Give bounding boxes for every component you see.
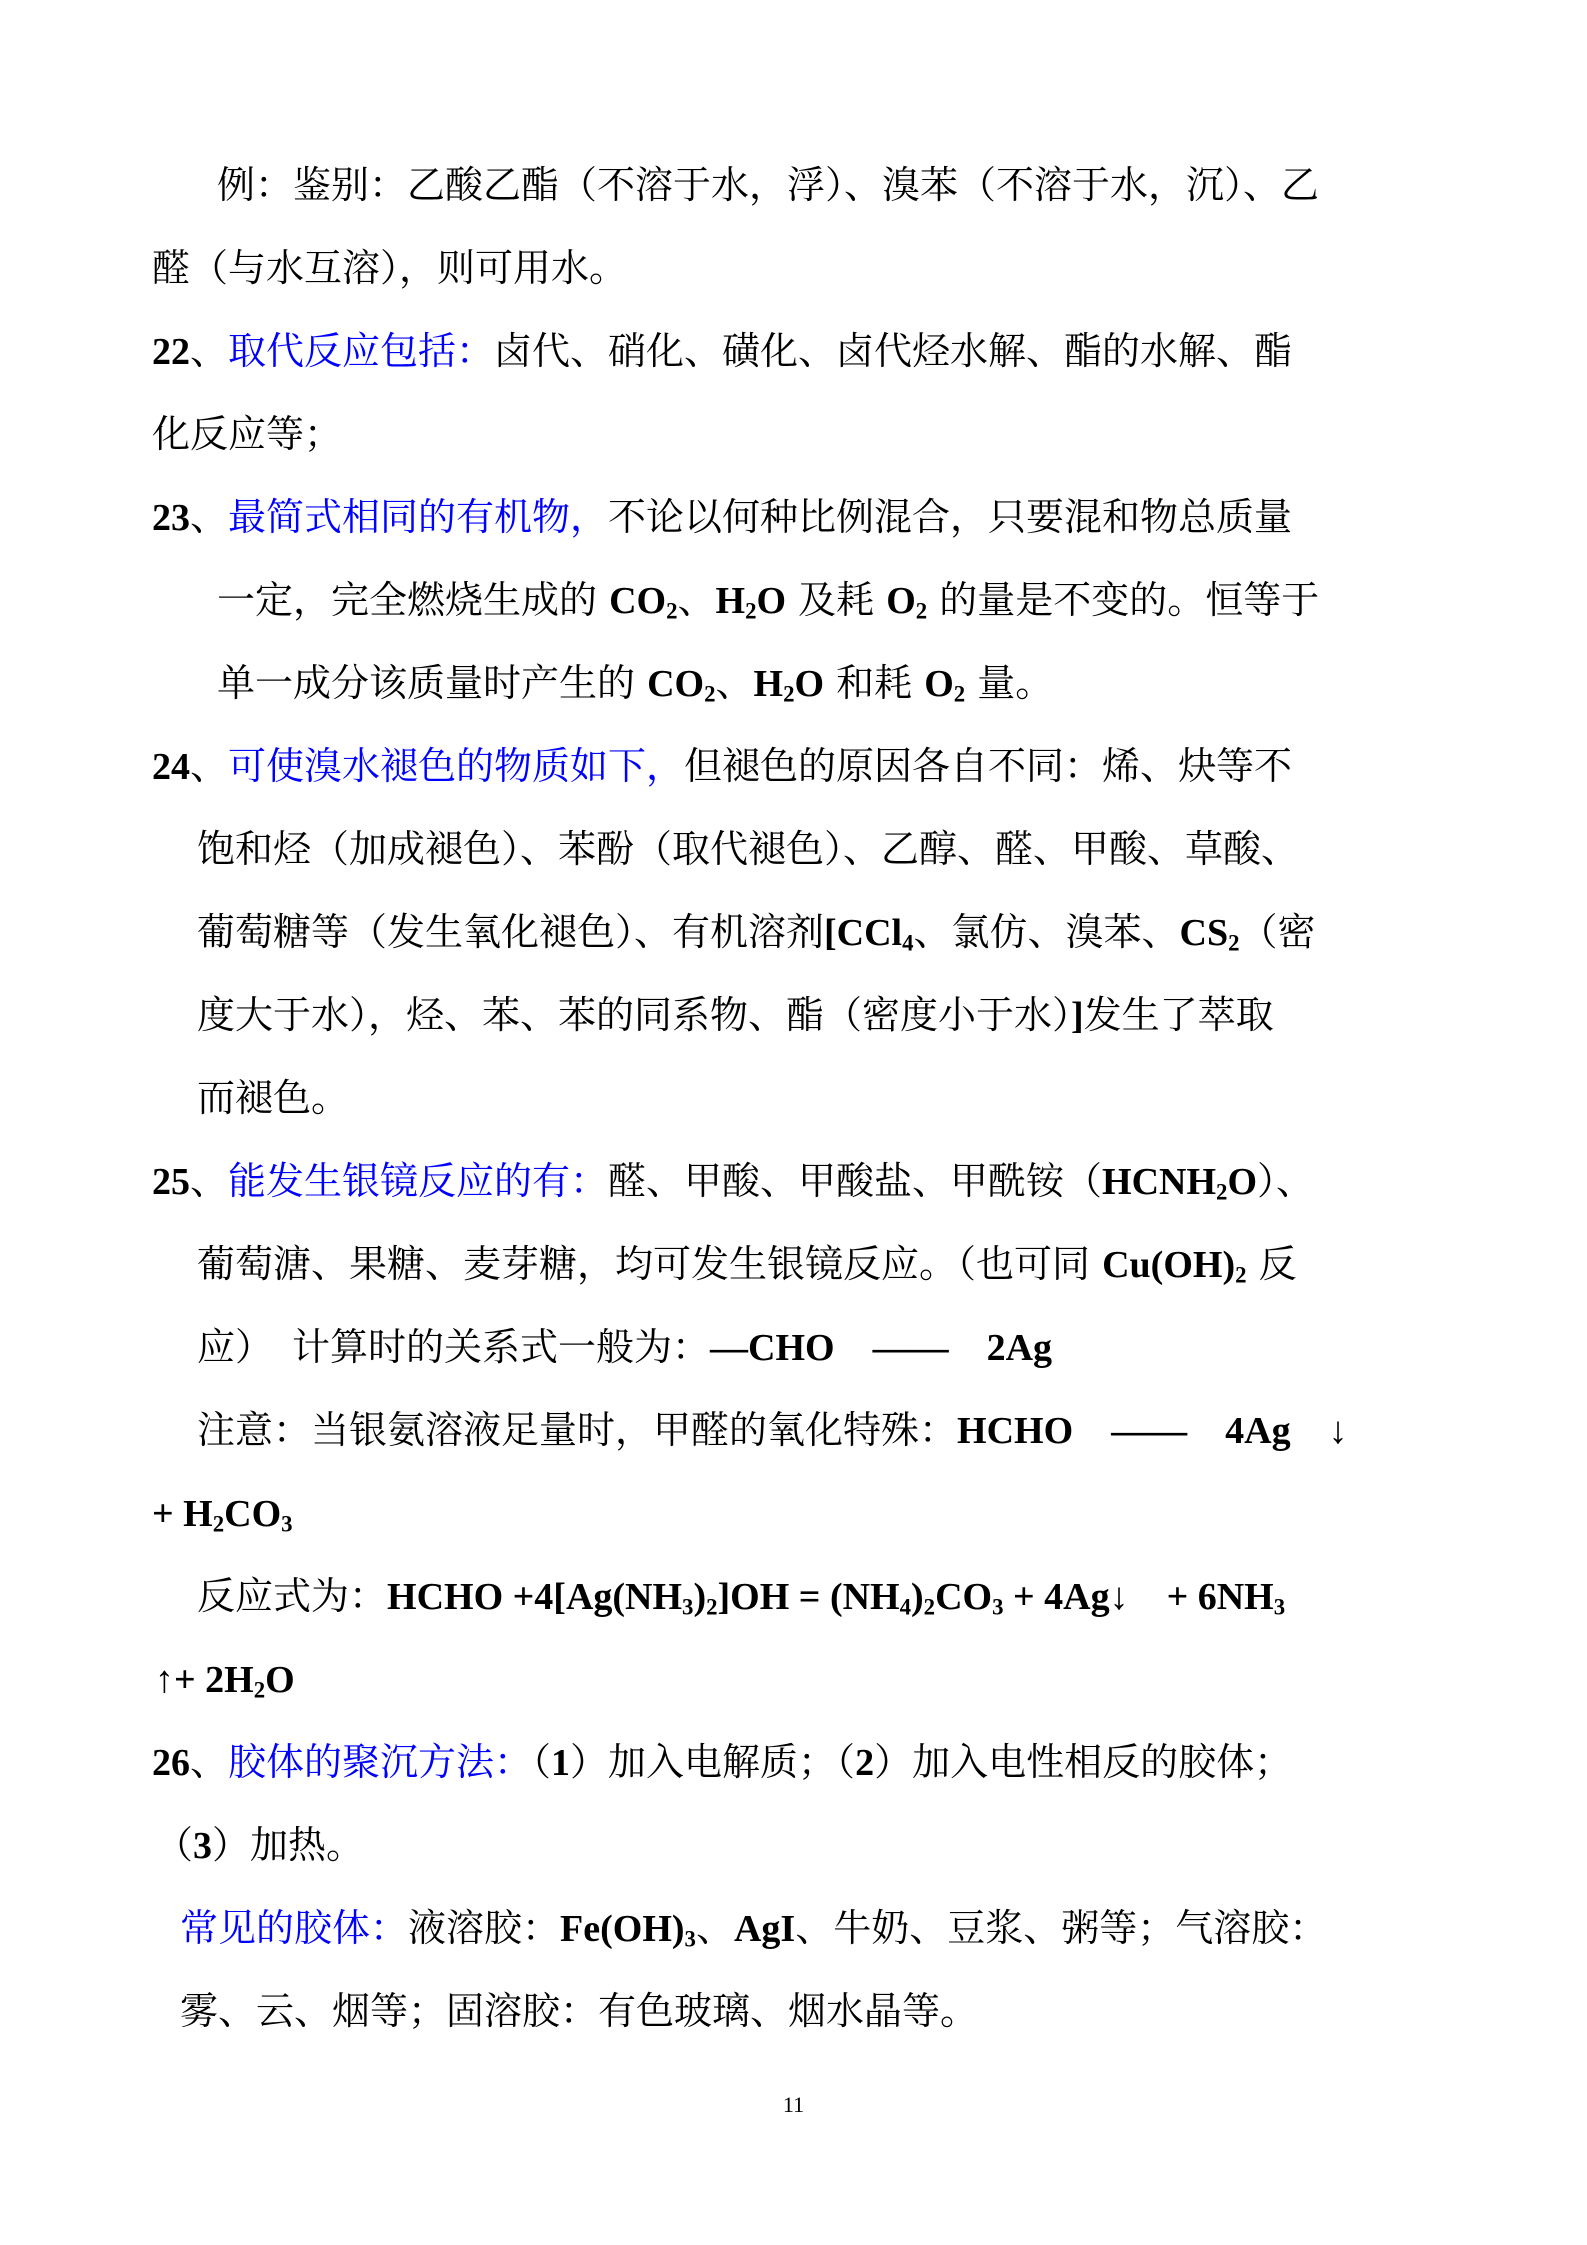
item-text: 一定，完全燃烧生成的 — [217, 578, 610, 622]
formula-o2 — [886, 580, 927, 622]
item-number: 23 — [152, 497, 190, 539]
formula-text: O — [886, 580, 916, 622]
item-text: 葡萄糖等（发生氧化褪色）、有机溶剂 — [197, 910, 825, 954]
item-text: （ — [155, 1823, 194, 1867]
formula-text: CO — [609, 580, 667, 622]
item-text: 葡萄溏、果糖、麦芽糖，均可发生银镜反应。（也可同 — [197, 1242, 1103, 1286]
formula-ccl4 — [824, 912, 914, 954]
bracket: ] — [1071, 995, 1084, 1037]
reaction-equation — [387, 1576, 1285, 1618]
item-23-line-3 — [217, 658, 1053, 708]
separator: 、 — [190, 495, 229, 539]
item-title: 最简式相同的有机物， — [228, 495, 609, 539]
item-text: 、氯仿、溴苯、 — [913, 910, 1180, 954]
item-text: ）加热。 — [212, 1823, 365, 1867]
formula-o2 — [924, 663, 965, 705]
formula-agi: AgI — [733, 1908, 796, 1950]
item-text: 发生了萃取 — [1083, 993, 1274, 1037]
formula-cuoh2 — [1102, 1244, 1246, 1286]
list-number: 3 — [193, 1825, 213, 1867]
separator: 、 — [715, 661, 754, 705]
formula-text: H — [753, 663, 784, 705]
item-text: 化反应等； — [152, 412, 343, 456]
subscript: 4 — [899, 1594, 911, 1620]
subscript: 2 — [953, 681, 966, 707]
formula-text: ↑+ 2H — [155, 1659, 254, 1701]
item-text: 量。 — [965, 661, 1054, 705]
item-25-note-line — [197, 1405, 1348, 1455]
formula-text: O — [756, 580, 787, 622]
item-text: 、牛奶、豆浆、粥等；气溶胶： — [795, 1906, 1328, 1950]
formula-text: CO — [935, 1576, 993, 1618]
example-line-1 — [217, 160, 1319, 210]
subscript: 3 — [1273, 1594, 1286, 1620]
note-text: 注意：当银氨溶液足量时，甲醛的氧化特殊： — [197, 1408, 958, 1452]
item-text: 雾、云、烟等；固溶胶：有色玻璃、烟水晶等。 — [180, 1989, 979, 2033]
formula-text: CO — [224, 1493, 282, 1535]
formula-text: ) — [911, 1576, 924, 1618]
formula-co2 — [609, 580, 677, 622]
subscript: 3 — [682, 1594, 694, 1620]
separator: 、 — [190, 1740, 229, 1784]
item-25-equation-cont — [155, 1654, 295, 1704]
item-text: ）、 — [1257, 1159, 1315, 1203]
subscript: 2 — [923, 1594, 936, 1620]
item-23-line-2 — [217, 575, 1319, 625]
item-text: 饱和烃（加成褪色）、苯酚（取代褪色）、乙醇、醛、甲酸、草酸、 — [197, 827, 1300, 871]
item-text: 度大于水），烃、苯、苯的同系物、酯（密度小于水） — [197, 993, 1072, 1037]
subscript: 2 — [915, 598, 928, 624]
formula-text: + 4Ag↓ + 6NH — [1003, 1576, 1274, 1618]
item-text: 而褪色。 — [197, 1076, 350, 1120]
subscript: 2 — [1216, 1179, 1228, 1205]
note-formula: HCHO —— 4Ag ↓ — [957, 1410, 1348, 1452]
common-colloids-line — [180, 1903, 1327, 1953]
item-24-line-1 — [152, 741, 1292, 791]
subscript: 2 — [1228, 930, 1240, 956]
subscript: 2 — [666, 598, 678, 624]
item-title: 可使溴水褪色的物质如下， — [228, 744, 685, 788]
example-line-2 — [152, 243, 627, 293]
formula-text: [CCl — [824, 912, 903, 954]
subscript: 2 — [212, 1511, 225, 1537]
item-26-line-2 — [155, 1820, 364, 1870]
example-text: 醛（与水互溶），则可用水。 — [152, 246, 628, 290]
item-25-note-cont — [152, 1488, 293, 1538]
item-title: 胶体的聚沉方法： — [228, 1740, 533, 1784]
subscript: 2 — [253, 1677, 266, 1703]
formula-text: O — [1227, 1161, 1258, 1203]
formula-text: ) — [693, 1576, 707, 1618]
reaction-equation-cont — [155, 1659, 295, 1701]
separator: 、 — [695, 1906, 734, 1950]
item-text: ）加入电性相反的胶体； — [874, 1740, 1293, 1784]
item-text: 不论以何种比例混合，只要混和物总质量 — [608, 495, 1293, 539]
separator: 、 — [190, 1159, 229, 1203]
equation-label: 反应式为： — [197, 1574, 388, 1618]
formula-text: + H — [152, 1493, 213, 1535]
item-24-line-5 — [197, 1073, 349, 1123]
formula-text: H — [715, 580, 746, 622]
relation-formula: —CHO —— 2Ag — [710, 1327, 1053, 1369]
item-25-line-3 — [197, 1322, 1052, 1372]
item-text: 卤代、硝化、磺化、卤代烃水解、酯的水解、酯 — [494, 329, 1293, 373]
page-number: 11 — [782, 2092, 805, 2117]
formula-formamide — [1102, 1161, 1257, 1203]
formula-h2o — [716, 580, 787, 622]
item-text: 反 — [1246, 1242, 1297, 1286]
item-number: 22 — [152, 331, 190, 373]
formula-text: Fe(OH) — [560, 1908, 685, 1950]
formula-h2co3 — [152, 1493, 293, 1535]
item-24-line-4 — [197, 990, 1274, 1040]
formula-text: CO — [647, 663, 705, 705]
list-number: 2 — [855, 1742, 875, 1784]
formula-h2o — [754, 663, 825, 705]
example-text: 例：鉴别：乙酸乙酯（不溶于水，浮）、溴苯（不溶于水，沉）、乙 — [217, 163, 1320, 207]
item-number: 24 — [152, 746, 190, 788]
subscript: 2 — [1235, 1262, 1247, 1288]
subscript: 4 — [902, 930, 914, 956]
item-text: 但褪色的原因各自不同：烯、炔等不 — [684, 744, 1293, 788]
list-number: 1 — [551, 1742, 571, 1784]
common-colloids-title: 常见的胶体： — [180, 1906, 409, 1950]
formula-text: HCHO +4[Ag(NH — [387, 1576, 683, 1618]
item-text: 应） 计算时的关系式一般为： — [197, 1325, 711, 1369]
item-24-line-3 — [197, 907, 1316, 957]
item-23-line-1 — [152, 492, 1292, 542]
formula-text: O — [794, 663, 825, 705]
formula-text: ]OH = (NH — [717, 1576, 900, 1618]
item-25-line-1 — [152, 1156, 1314, 1206]
formula-text: HCNH — [1102, 1161, 1217, 1203]
formula-feoh3 — [560, 1908, 696, 1950]
item-number: 25 — [152, 1161, 190, 1203]
item-24-line-2 — [197, 824, 1299, 874]
formula-text: O — [924, 663, 954, 705]
item-text: 液溶胶： — [408, 1906, 561, 1950]
separator: 、 — [190, 744, 229, 788]
subscript: 2 — [706, 1594, 718, 1620]
item-22-line-2 — [152, 409, 342, 459]
item-22-line-1 — [152, 326, 1292, 376]
subscript: 2 — [783, 681, 795, 707]
item-number: 26 — [152, 1742, 190, 1784]
separator: 、 — [677, 578, 716, 622]
separator: 、 — [190, 329, 229, 373]
subscript: 3 — [281, 1511, 293, 1537]
item-title: 能发生银镜反应的有： — [228, 1159, 609, 1203]
subscript: 2 — [704, 681, 716, 707]
item-text: ）加入电解质；（ — [570, 1740, 856, 1784]
item-text: 和耗 — [824, 661, 925, 705]
item-text: 的量是不变的。恒等于 — [927, 578, 1320, 622]
item-text: 醛、甲酸、甲酸盐、甲酰铵（ — [608, 1159, 1103, 1203]
item-text: 及耗 — [786, 578, 887, 622]
subscript: 3 — [684, 1926, 696, 1952]
item-text: 单一成分该质量时产生的 — [217, 661, 648, 705]
item-26-line-1 — [152, 1737, 1292, 1787]
formula-cs2 — [1180, 912, 1240, 954]
item-25-line-2 — [197, 1239, 1297, 1289]
item-title: 取代反应包括： — [228, 329, 495, 373]
formula-text: Cu(OH) — [1102, 1244, 1236, 1286]
subscript: 2 — [745, 598, 757, 624]
formula-text: O — [265, 1659, 295, 1701]
formula-co2 — [647, 663, 715, 705]
item-text: （ — [532, 1740, 552, 1784]
item-25-equation-line — [197, 1571, 1285, 1621]
item-text: （密 — [1239, 910, 1316, 954]
subscript: 3 — [992, 1594, 1004, 1620]
formula-text: CS — [1179, 912, 1229, 954]
common-colloids-line-2 — [180, 1986, 978, 2036]
